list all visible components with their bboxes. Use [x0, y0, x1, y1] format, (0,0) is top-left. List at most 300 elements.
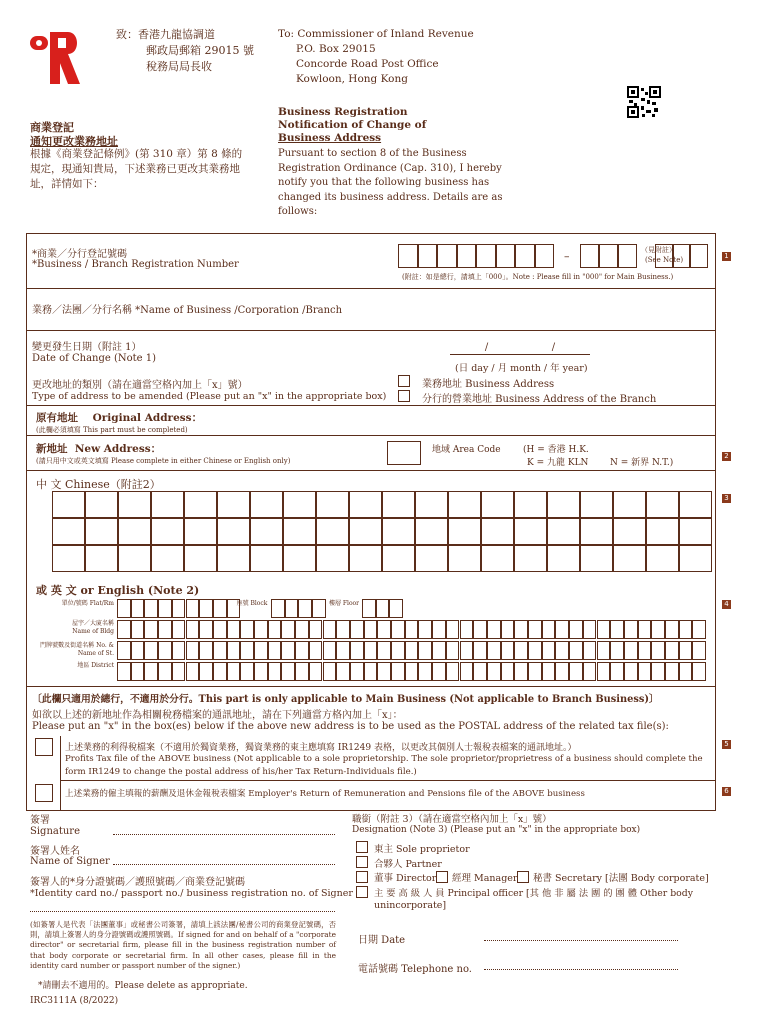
chinese-char-cell[interactable]	[250, 545, 283, 572]
building-cell[interactable]	[418, 620, 432, 639]
designation-label-en: Designation (Note 3) (Please put an "x" in the appropriate box)	[352, 825, 641, 835]
district-cell[interactable]	[597, 662, 611, 681]
divider	[26, 470, 716, 471]
chinese-char-cell[interactable]	[250, 491, 283, 518]
brn-digit-box[interactable]	[418, 244, 438, 268]
partner-option: 合夥人 Partner	[374, 859, 442, 870]
building-cell[interactable]	[651, 620, 665, 639]
building-cell[interactable]	[391, 620, 405, 639]
chinese-char-cell[interactable]	[283, 518, 316, 545]
building-cell[interactable]	[117, 620, 131, 639]
building-cell[interactable]	[364, 620, 378, 639]
director-option: 董事 Director	[374, 873, 437, 884]
district-cell[interactable]	[391, 662, 405, 681]
signature-field[interactable]	[113, 834, 335, 835]
sole-proprietor-option: 東主 Sole proprietor	[374, 844, 470, 855]
intro-zh-line-3: 址，詳情如下：	[30, 178, 104, 190]
district-cell[interactable]	[405, 662, 419, 681]
flat-cell[interactable]	[144, 599, 158, 618]
building-cell[interactable]	[213, 620, 227, 639]
chinese-char-cell[interactable]	[448, 545, 481, 572]
district-cell[interactable]	[487, 662, 501, 681]
brn-digit-box[interactable]	[476, 244, 496, 268]
chinese-char-cell[interactable]	[382, 491, 415, 518]
street-cell[interactable]	[597, 641, 611, 660]
district-cell[interactable]	[199, 662, 213, 681]
partner-checkbox[interactable]	[356, 856, 368, 868]
chinese-char-cell[interactable]	[646, 518, 679, 545]
signer-id-label-zh: 簽署人的*身分證號碼／護照號碼／商業登記號碼	[30, 877, 245, 888]
chinese-char-cell[interactable]	[580, 518, 613, 545]
district-cell[interactable]	[227, 662, 241, 681]
section-marker-4: 4	[722, 600, 731, 609]
director-checkbox[interactable]	[356, 871, 368, 883]
postal-instruction-zh: 如欲以上述的新地址作為相關稅務檔案的通訊地址，請在下列適當方格內加上「x」：	[32, 710, 403, 721]
street-cell[interactable]	[624, 641, 638, 660]
building-cell[interactable]	[144, 620, 158, 639]
street-cell[interactable]	[172, 641, 186, 660]
manager-checkbox[interactable]	[436, 871, 448, 883]
chinese-char-cell[interactable]	[646, 545, 679, 572]
street-cell[interactable]	[638, 641, 652, 660]
block-cell[interactable]	[312, 599, 326, 618]
district-cell[interactable]	[583, 662, 597, 681]
flat-cell[interactable]	[131, 599, 145, 618]
street-cell[interactable]	[446, 641, 460, 660]
date-of-change-input[interactable]: / /	[450, 342, 590, 355]
building-cell[interactable]	[309, 620, 323, 639]
district-cell[interactable]	[158, 662, 172, 681]
intro-zh	[30, 147, 242, 192]
flat-cell[interactable]	[199, 599, 213, 618]
street-cell[interactable]	[199, 641, 213, 660]
chinese-char-cell[interactable]	[514, 518, 547, 545]
divider	[60, 780, 716, 781]
brn-digit-box[interactable]	[496, 244, 516, 268]
to-zh-line-2: 郵政局郵箱 29015 號	[146, 44, 254, 57]
floor-cell[interactable]	[362, 599, 376, 618]
district-cell[interactable]	[377, 662, 391, 681]
district-cell[interactable]	[624, 662, 638, 681]
brn-digit-box[interactable]	[437, 244, 457, 268]
building-cell[interactable]	[679, 620, 693, 639]
chinese-char-cell[interactable]	[217, 491, 250, 518]
postal-instruction-en: Please put an "x" in the box(es) below if the above new address is to be used as the POSTAL address of the related tax file(s):	[32, 721, 669, 732]
street-cell[interactable]	[679, 641, 693, 660]
building-cell[interactable]	[665, 620, 679, 639]
district-cell[interactable]	[364, 662, 378, 681]
chinese-char-cell[interactable]	[547, 545, 580, 572]
chinese-char-cell[interactable]	[349, 491, 382, 518]
designation-label-zh: 職銜（附註 3）（請在適當空格內加上「x」號）	[352, 814, 552, 825]
street-cell[interactable]	[158, 641, 172, 660]
street-cell[interactable]	[528, 641, 542, 660]
building-cell[interactable]	[473, 620, 487, 639]
street-cell[interactable]	[350, 641, 364, 660]
building-cell[interactable]	[638, 620, 652, 639]
district-cell[interactable]	[268, 662, 282, 681]
district-cell[interactable]	[528, 662, 542, 681]
district-cell[interactable]	[514, 662, 528, 681]
building-cell[interactable]	[377, 620, 391, 639]
chinese-char-cell[interactable]	[415, 491, 448, 518]
signature-label-en: Signature	[30, 826, 81, 837]
street-cell[interactable]	[555, 641, 569, 660]
area-code-k: K = 九龍 KLN	[527, 458, 589, 468]
to-zh-line-1: 致：香港九龍協調道	[116, 28, 215, 41]
chinese-char-cell[interactable]	[679, 518, 712, 545]
flat-cell[interactable]	[117, 599, 131, 618]
street-cell[interactable]	[487, 641, 501, 660]
chinese-char-cell[interactable]	[184, 518, 217, 545]
intro-en-line-5: follows:	[278, 206, 318, 217]
chinese-char-cell[interactable]	[316, 545, 349, 572]
flat-cell[interactable]	[213, 599, 227, 618]
building-cell[interactable]	[172, 620, 186, 639]
chinese-char-cell[interactable]	[52, 545, 85, 572]
chinese-char-cell[interactable]	[481, 545, 514, 572]
area-code-n: N = 新界 N.T.)	[610, 458, 674, 468]
district-cell[interactable]	[460, 662, 474, 681]
brn-see-note-en: (See Note)	[645, 256, 684, 264]
profits-tax-checkbox[interactable]	[35, 738, 53, 756]
area-code-input[interactable]	[387, 441, 421, 465]
building-cell[interactable]	[542, 620, 556, 639]
chinese-char-cell[interactable]	[448, 518, 481, 545]
original-address-title	[36, 410, 202, 425]
street-cell[interactable]	[377, 641, 391, 660]
street-cell[interactable]	[460, 641, 474, 660]
telephone-label: 電話號碼 Telephone no.	[358, 964, 472, 975]
building-cell[interactable]	[227, 620, 241, 639]
street-cell[interactable]	[501, 641, 515, 660]
section-marker-2: 2	[722, 452, 731, 461]
district-cell[interactable]	[172, 662, 186, 681]
main-business-heading: 〔此欄只適用於總行，不適用於分行。This part is only applicable to Main Business (Not applicable to Branch Business)〕	[32, 694, 659, 705]
chinese-char-cell[interactable]	[85, 491, 118, 518]
chinese-char-cell[interactable]	[118, 518, 151, 545]
chinese-char-cell[interactable]	[415, 545, 448, 572]
district-cell[interactable]	[692, 662, 706, 681]
brn-label-en: *Business / Branch Registration Number	[32, 259, 239, 270]
block-label: 座號 Block	[236, 600, 268, 607]
chinese-char-cell[interactable]	[184, 545, 217, 572]
brn-digit-box[interactable]	[515, 244, 535, 268]
branch-address-checkbox[interactable]	[398, 390, 410, 402]
street-cell[interactable]	[473, 641, 487, 660]
street-cell[interactable]	[391, 641, 405, 660]
chinese-char-cell[interactable]	[580, 491, 613, 518]
chinese-char-cell[interactable]	[85, 545, 118, 572]
building-cell[interactable]	[131, 620, 145, 639]
district-cell[interactable]	[446, 662, 460, 681]
chinese-char-cell[interactable]	[151, 491, 184, 518]
to-en-line-2: P.O. Box 29015	[296, 43, 376, 55]
building-cell[interactable]	[281, 620, 295, 639]
chinese-char-cell[interactable]	[547, 491, 580, 518]
street-cell[interactable]	[281, 641, 295, 660]
profits-tax-en-1: Profits Tax file of the ABOVE business (Not applicable to a sole proprietorship. The sole proprietor/proprietress of a business should complete the	[65, 754, 703, 764]
to-en-line-1: To: Commissioner of Inland Revenue	[278, 28, 474, 40]
brn-check-box[interactable]	[599, 244, 618, 268]
district-cell[interactable]	[309, 662, 323, 681]
building-cell[interactable]	[528, 620, 542, 639]
date-label-zh: 變更發生日期（附註 1）	[32, 342, 142, 353]
chinese-char-cell[interactable]	[580, 545, 613, 572]
building-cell[interactable]	[610, 620, 624, 639]
principal-officer-checkbox[interactable]	[356, 886, 368, 898]
building-cell[interactable]	[186, 620, 200, 639]
street-label: 門牌號數及街道名稱 No. & Name of St.	[40, 642, 114, 657]
chinese-char-cell[interactable]	[283, 545, 316, 572]
chinese-char-cell[interactable]	[184, 491, 217, 518]
street-cell[interactable]	[651, 641, 665, 660]
english-address-label: 或 英 文 or English (Note 2)	[36, 584, 200, 597]
chinese-char-cell[interactable]	[85, 518, 118, 545]
district-cell[interactable]	[432, 662, 446, 681]
district-cell[interactable]	[569, 662, 583, 681]
street-cell[interactable]	[542, 641, 556, 660]
building-cell[interactable]	[514, 620, 528, 639]
district-cell[interactable]	[281, 662, 295, 681]
chinese-char-cell[interactable]	[217, 518, 250, 545]
flat-cell[interactable]	[227, 599, 241, 618]
block-cell[interactable]	[285, 599, 299, 618]
building-cell[interactable]	[323, 620, 337, 639]
district-cell[interactable]	[295, 662, 309, 681]
intro-zh-line-2: 規定，現通知貴局，下述業務已更改其業務地	[30, 163, 240, 175]
chinese-char-cell[interactable]	[613, 545, 646, 572]
employer-return-option: 上述業務的僱主填報的薪酬及退休金報稅表檔案 Employer's Return of Remuneration and Pensions file of the ABOVE business	[65, 789, 585, 799]
street-cell[interactable]	[583, 641, 597, 660]
chinese-char-cell[interactable]	[151, 518, 184, 545]
date-label-en: Date of Change (Note 1)	[32, 353, 157, 364]
district-cell[interactable]	[240, 662, 254, 681]
district-cell[interactable]	[131, 662, 145, 681]
secretary-checkbox[interactable]	[517, 871, 529, 883]
building-cell[interactable]	[295, 620, 309, 639]
building-cell[interactable]	[624, 620, 638, 639]
chinese-char-cell[interactable]	[283, 491, 316, 518]
street-cell[interactable]	[569, 641, 583, 660]
street-cell[interactable]	[364, 641, 378, 660]
date-field[interactable]	[484, 940, 678, 941]
title-zh-2: 通知更改業務地址	[30, 135, 118, 148]
building-cell[interactable]	[569, 620, 583, 639]
chinese-char-cell[interactable]	[646, 491, 679, 518]
sole-proprietor-checkbox[interactable]	[356, 841, 368, 853]
chinese-char-cell[interactable]	[613, 518, 646, 545]
divider	[26, 686, 716, 687]
chinese-char-cell[interactable]	[415, 518, 448, 545]
building-cell[interactable]	[583, 620, 597, 639]
chinese-char-cell[interactable]	[481, 491, 514, 518]
brn-check-box[interactable]	[580, 244, 599, 268]
date-label: 日期 Date	[358, 935, 406, 946]
chinese-char-cell[interactable]	[52, 491, 85, 518]
district-cell[interactable]	[418, 662, 432, 681]
brn-branch-box[interactable]	[690, 244, 708, 268]
chinese-char-cell[interactable]	[118, 491, 151, 518]
brn-check-box[interactable]	[618, 244, 637, 268]
block-cell[interactable]	[271, 599, 285, 618]
district-cell[interactable]	[254, 662, 268, 681]
building-cell[interactable]	[460, 620, 474, 639]
chinese-char-cell[interactable]	[316, 491, 349, 518]
flat-cell[interactable]	[172, 599, 186, 618]
employer-return-checkbox[interactable]	[35, 784, 53, 802]
street-cell[interactable]	[323, 641, 337, 660]
district-cell[interactable]	[336, 662, 350, 681]
to-en-line-3: Concorde Road Post Office	[296, 58, 439, 70]
flat-label: 單位/號碼 Flat/Rm	[61, 600, 114, 607]
street-cell[interactable]	[418, 641, 432, 660]
profits-tax-en-2: form IR1249 to change the postal address of his/her Tax Return-Individuals file.)	[65, 767, 417, 777]
street-cell[interactable]	[268, 641, 282, 660]
district-cell[interactable]	[117, 662, 131, 681]
building-cell[interactable]	[405, 620, 419, 639]
title-en-1: Business Registration	[278, 106, 408, 118]
chinese-char-cell[interactable]	[316, 518, 349, 545]
signer-name-label-zh: 簽署人姓名	[30, 846, 80, 857]
street-cell[interactable]	[227, 641, 241, 660]
street-cell[interactable]	[295, 641, 309, 660]
chinese-char-cell[interactable]	[349, 518, 382, 545]
district-cell[interactable]	[186, 662, 200, 681]
district-cell[interactable]	[213, 662, 227, 681]
building-cell[interactable]	[268, 620, 282, 639]
signer-id-field[interactable]	[30, 911, 335, 912]
area-code-label: 地域 Area Code	[432, 445, 501, 455]
district-cell[interactable]	[651, 662, 665, 681]
chinese-char-cell[interactable]	[679, 491, 712, 518]
chinese-char-cell[interactable]	[52, 518, 85, 545]
street-cell[interactable]	[665, 641, 679, 660]
district-cell[interactable]	[679, 662, 693, 681]
chinese-char-cell[interactable]	[118, 545, 151, 572]
building-cell[interactable]	[501, 620, 515, 639]
intro-en-line-2: Registration Ordinance (Cap. 310), I hereby	[278, 162, 502, 174]
building-cell[interactable]	[446, 620, 460, 639]
new-title-en: New Address：	[74, 443, 162, 455]
street-cell[interactable]	[309, 641, 323, 660]
building-cell[interactable]	[597, 620, 611, 639]
floor-cell[interactable]	[389, 599, 403, 618]
street-cell[interactable]	[432, 641, 446, 660]
building-cell[interactable]	[199, 620, 213, 639]
building-cell[interactable]	[350, 620, 364, 639]
to-address-en	[278, 27, 474, 87]
signer-name-label-en: Name of Signer	[30, 856, 110, 867]
chinese-char-cell[interactable]	[349, 545, 382, 572]
street-cell[interactable]	[213, 641, 227, 660]
chinese-char-cell[interactable]	[151, 545, 184, 572]
to-address-zh	[116, 27, 254, 75]
street-cell[interactable]	[254, 641, 268, 660]
intro-zh-line-1: 根據《商業登記條例》(第 310 章）第 8 條的	[30, 148, 243, 160]
block-cell[interactable]	[298, 599, 312, 618]
date-format-hint: (日 day / 月 month / 年 year)	[455, 363, 588, 374]
street-cell[interactable]	[692, 641, 706, 660]
district-cell[interactable]	[638, 662, 652, 681]
chinese-char-cell[interactable]	[679, 545, 712, 572]
district-cell[interactable]	[473, 662, 487, 681]
chinese-char-cell[interactable]	[547, 518, 580, 545]
telephone-field[interactable]	[484, 969, 678, 970]
street-cell[interactable]	[336, 641, 350, 660]
district-cell[interactable]	[350, 662, 364, 681]
street-cell[interactable]	[117, 641, 131, 660]
brn-digit-box[interactable]	[535, 244, 555, 268]
street-cell[interactable]	[186, 641, 200, 660]
brn-digit-box[interactable]	[457, 244, 477, 268]
district-cell[interactable]	[501, 662, 515, 681]
intro-en-line-3: notify you that the following business has	[278, 177, 490, 188]
signer-id-note: (如簽署人是代表「法團董事」或秘書公司簽署，請填上該法團/秘書公司的商業登記號碼，否則，請填上簽署人的身分證號碼或護照號碼。If signed for and on behalf of a "corporate director" or secretarial firm, please fill in the business registration number of that body corporate or secretarial firm. In all other cases, please fill in the identity card number or passport number of the signer.)	[30, 920, 336, 970]
floor-label: 樓層 Floor	[328, 600, 360, 607]
building-cell[interactable]	[555, 620, 569, 639]
building-cell[interactable]	[336, 620, 350, 639]
street-cell[interactable]	[514, 641, 528, 660]
district-cell[interactable]	[542, 662, 556, 681]
section-marker-3: 3	[722, 494, 731, 503]
divider	[26, 288, 716, 289]
chinese-char-cell[interactable]	[448, 491, 481, 518]
district-cell[interactable]	[610, 662, 624, 681]
chinese-char-cell[interactable]	[514, 545, 547, 572]
building-cell[interactable]	[254, 620, 268, 639]
street-cell[interactable]	[131, 641, 145, 660]
chinese-char-cell[interactable]	[514, 491, 547, 518]
building-cell[interactable]	[158, 620, 172, 639]
new-address-note: (請只用中文或英文填寫 Please complete in either Chinese or English only)	[36, 457, 291, 465]
district-cell[interactable]	[323, 662, 337, 681]
delete-note: *請刪去不適用的。Please delete as appropriate.	[38, 981, 248, 991]
chinese-char-cell[interactable]	[217, 545, 250, 572]
street-cell[interactable]	[610, 641, 624, 660]
chinese-char-cell[interactable]	[382, 518, 415, 545]
building-cell[interactable]	[692, 620, 706, 639]
building-cell[interactable]	[240, 620, 254, 639]
section-marker-6: 6	[722, 787, 731, 796]
chinese-char-cell[interactable]	[481, 518, 514, 545]
chinese-char-cell[interactable]	[250, 518, 283, 545]
district-cell[interactable]	[144, 662, 158, 681]
building-cell[interactable]	[487, 620, 501, 639]
flat-cell[interactable]	[186, 599, 200, 618]
brn-dash: –	[564, 250, 570, 263]
new-address-title	[36, 441, 161, 456]
brn-digit-box[interactable]	[398, 244, 418, 268]
district-cell[interactable]	[555, 662, 569, 681]
chinese-char-cell[interactable]	[382, 545, 415, 572]
brn-see-note-zh: （見附註）	[641, 246, 676, 254]
chinese-char-cell[interactable]	[613, 491, 646, 518]
street-cell[interactable]	[144, 641, 158, 660]
business-address-checkbox[interactable]	[398, 375, 410, 387]
principal-officer-option: 主 要 高 級 人 員 Principal officer [其 他 非 屬 法 團 的 團 體 Other body	[374, 888, 693, 899]
district-cell[interactable]	[665, 662, 679, 681]
brn-label-zh: *商業／分行登記號碼	[32, 249, 127, 260]
floor-cell[interactable]	[376, 599, 390, 618]
title-en-3: Business Address	[278, 132, 382, 144]
flat-cell[interactable]	[158, 599, 172, 618]
street-cell[interactable]	[240, 641, 254, 660]
principal-officer-option-cont: unincorporate]	[374, 900, 447, 911]
street-cell[interactable]	[405, 641, 419, 660]
signer-name-field[interactable]	[113, 864, 335, 865]
building-cell[interactable]	[432, 620, 446, 639]
